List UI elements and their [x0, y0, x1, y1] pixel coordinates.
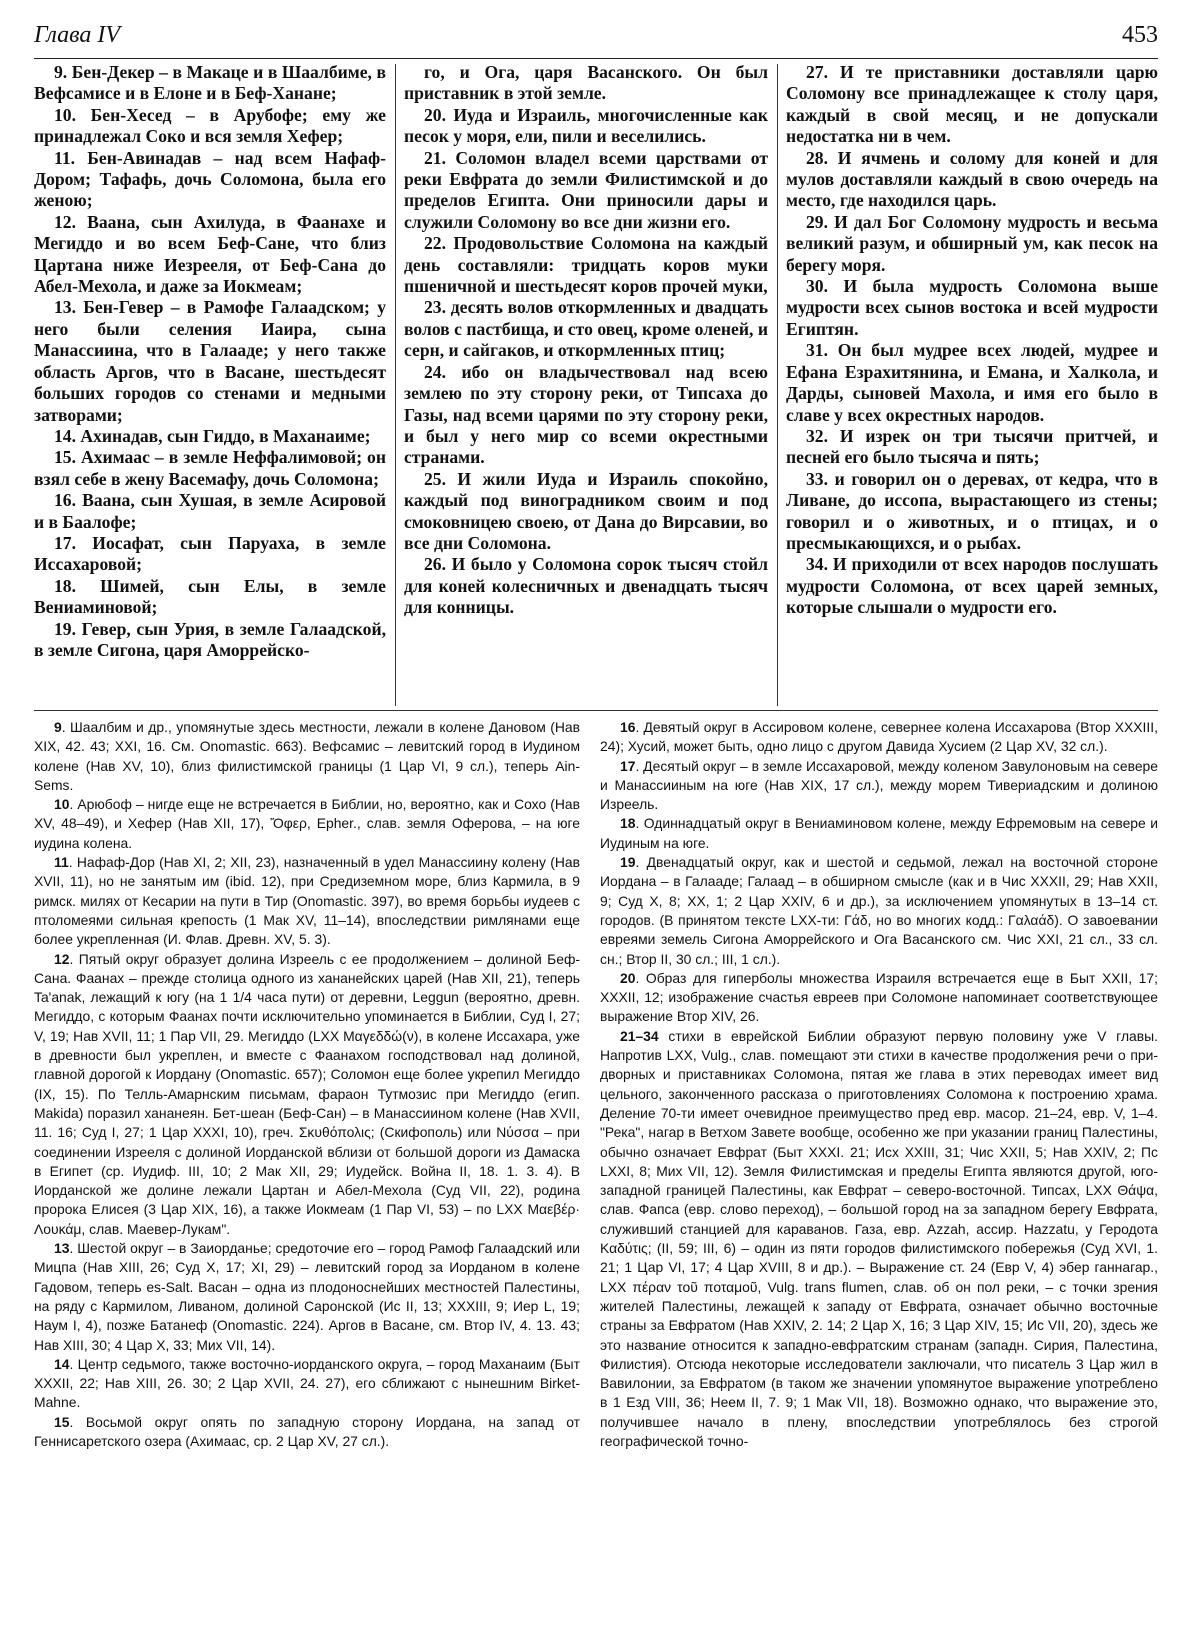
note-text: . Десятый округ – в земле Иссахаровой, между коленом Завулоновым на севере и Манассииным на юге (Нав XIX, 17 сл.), между морем Тивериадским и долиною Изреель.: [600, 757, 1158, 813]
verse: 19. Гевер, сын Урия, в земле Галаадской, в земле Сигона, царя Аморрейско-: [34, 618, 386, 660]
commentary-note: [600, 1027, 1158, 1452]
note-text: . Образ для гиперболы множества Израиля встречается еще в Быт XXII, 17; XXXII, 12; изображение счастья евреев при Соломоне напоминает соответствующее выражение Втор XIV, 26.: [600, 969, 1158, 1025]
commentary-note: [34, 1413, 580, 1452]
commentary-note: [34, 718, 580, 795]
note-number: 17: [620, 757, 636, 774]
verse: 10. Бен-Хесед – в Арубофе; ему же принадлежал Соко и вся земля Хефер;: [34, 104, 386, 147]
verse: 16. Ваана, сын Хушая, в земле Асировой и в Баалофе;: [34, 490, 386, 532]
verse: 23. десять волов откормленных и двадцать волов с пастбища, и сто овец, кроме оленей, и серн, и сайгаков, и откормленных птиц;: [404, 297, 768, 361]
page: [34, 18, 1158, 1618]
column-divider: [395, 64, 396, 706]
verse: 13. Бен-Гевер – в Рамофе Галаадском; у него были селения Иаира, сына Манассиина, что в Галааде; у него также область Аргов, что в Васане, шестьдесят больших городов со стенами и медными затворами;: [34, 297, 386, 425]
verse: 28. И ячмень и солому для коней и для мулов доставляли каждый в свою очередь на место, где находился царь.: [786, 147, 1158, 211]
note-number: 13: [54, 1240, 70, 1257]
commentary: [34, 718, 1158, 1618]
note-text: . Пятый округ образует долина Изреель с ее продолжением – долиной Беф-Сана. Фаанах – прежде столица одного из хананейских царей (Нав XII, 21), теперь Ta'anak, лежащий к югу (на 1 1/4 часа пути) от деревни, Leggun (вероятно, древн. Мегиддо, с которым Фаанах почти исключительно упоминается в Библии, Суд I, 27; V, 19; Нав XVII, 11; 1 Пар VII, 29. Мегиддо (LXX Μαγεδδώ(ν), в колене Иссахара, уже в древности был укреплен, и вместе с Фаанахом господствовал над долиной, главной дорогой к Иордану (Onomastic. 657); Соломон еще более укрепил Мегиддо (IX, 15). По Телль-Амарнским письмам, фараон Тутмозис при Мегиддо (егип. Makida) поразил хананеян. Бет-шеан (Беф-Сан) – в Манассиином колене (Нав XVII, 11. 16; Суд I, 27; 1 Цар XXXI, 10), греч. Σκυθόπολις; (Скифополь) или Νύσσα – при соединении Изрееля с долиной Иорданской вблизи от большой дороги из Дамаска в Египет (ср. Иудиф. III, 10; 2 Мак XII, 29; Иудейск. Война II, 18. 1. 3. 4). В Иорданской же долине лежали Цартан и Абел-Мехола (Суд VII, 22), родина пророка Елисея (3 Цар XIX, 16), а также Иокмеам (1 Пар VI, 53) – по LXX Μαεβέρ· Λουκάμ, слав. Маевер-Лукам".: [34, 950, 580, 1237]
verse: 27. И те приставники доставляли царю Соломону все принадлежащее к столу царя, каждый в свой месяц, и не допускали недостатка ни в чем.: [786, 62, 1158, 147]
note-text: . Восьмой округ опять по западную сторону Иордана, на запад от Геннисаретского озера (Ахимаас, ср. 2 Цар XV, 27 сл.).: [34, 1413, 580, 1449]
note-number: 12: [54, 950, 70, 967]
verse: 33. и говорил он о деревах, от кедра, что в Ливане, до иссопа, вырастающего из стены; говорил и о животных, и о птицах, и о пресмыкающихся, и о рыбах.: [786, 468, 1158, 553]
note-text: . Шестой округ – в Заиорданье; средоточие его – город Рамоф Галаадский или Мицпа (Нав XIII, 26; Суд X, 17; XI, 29) – левитский город за Иорданом в колене Гадовом, теперь es-Salt. Васан – одна из плодоноснейших местностей Палестины, на ряду с Кармилом, Ливаном, долиной Саронской (Ис II, 13; XXXIII, 9; Иер L, 19; Наум I, 4), позже Батанеф (Onomastic. 224). Аргов в Васане, см. Втор IV, 4. 13. 43; Нав XIII, 30; 4 Цар X, 33; Мих VII, 14).: [34, 1240, 580, 1353]
commentary-note: [600, 718, 1158, 757]
note-number: 11: [54, 854, 69, 871]
verse: 11. Бен-Авинадав – над всем Нафаф-Дором; Тафафь, дочь Соломона, была его женою;: [34, 147, 386, 211]
note-text: . Девятый округ в Ассировом колене, севернее колена Иссахарова (Втор XXXIII, 24); Хусий, может быть, одно лицо с другом Давида Хусием (2 Цар XV, 32 сл.).: [600, 719, 1158, 755]
commentary-note: [600, 814, 1158, 853]
verse: 34. И приходили от всех народов послушать мудрости Соломона, от всех царей земных, которые слышали о мудрости его.: [786, 554, 1158, 618]
column-divider: [777, 64, 778, 706]
verse: 14. Ахинадав, сын Гиддо, в Маханаиме;: [54, 425, 371, 446]
commentary-note: [34, 853, 580, 949]
note-number: 21–34: [620, 1027, 659, 1044]
note-number: 15: [54, 1413, 70, 1430]
verse: 30. И была мудрость Соломона выше мудрости всех сынов востока и всей мудрости Египтян.: [786, 276, 1158, 339]
chapter-title: Глава IV: [34, 22, 121, 48]
verse: 15. Ахимаас – в земле Неффалимовой; он взял себе в жену Васемафу, дочь Соломона;: [34, 447, 386, 489]
commentary-note: [34, 1239, 580, 1355]
verse: 9. Бен-Декер – в Макаце и в Шаалбиме, в Вефсамисе и в Елоне и в Беф-Ханане;: [34, 62, 386, 104]
commentary-note: [34, 795, 580, 853]
verse: 18. Шимей, сын Елы, в земле Вениаминовой;: [34, 575, 386, 618]
note-number: 10: [54, 796, 70, 813]
commentary-column-2: [600, 718, 1158, 1618]
note-number: 20: [620, 969, 636, 986]
note-number: 19: [620, 854, 636, 871]
note-number: 14: [54, 1355, 70, 1372]
note-text: . Центр седьмого, также восточно-иорданского округа, – город Маханаим (Быт XXXII, 22; Нав XIII, 26. 30; 2 Цар XVII, 24. 27), его сближают с нынешним Birket-Mahne.: [34, 1355, 580, 1411]
verse: 24. ибо он владычествовал над всею землею по эту сторону реки, от Типсаха до Газы, над всеми царями по эту сторону реки, и был у него мир со всеми окрестными странами.: [404, 361, 768, 468]
note-text: . Двенадцатый округ, как и шестой и седьмой, лежал на восточной стороне Иордана – в Галааде; Галаад – в обширном смысле (как и в Чис XXXII, 29; Нав XXII, 9; Суд X, 8; XX, 1; 2 Цар XXIV, 6 и др.), за исключением упомянутых в 13–14 ст. городов. (В принятом тексте LXX-ти: Γάδ, но во многих кодд.: Γαλαάδ). О завоевании евреями земель Сигона Аморрейского и Ога Васанского см. Чис XXI, 21 сл., 33 сл. сн.; Втор II, 30 сл.; III, 1 сл.).: [600, 854, 1158, 967]
commentary-note: [600, 969, 1158, 1027]
page-number: 453: [1122, 22, 1158, 48]
verse: 29. И дал Бог Соломону мудрость и весьма великий разум, и обширный ум, как песок на берегу моря.: [786, 211, 1158, 275]
commentary-note: [34, 1355, 580, 1413]
note-number: 9: [54, 719, 62, 735]
verse-column-2: [404, 62, 768, 706]
note-text: . Арюбоф – нигде еще не встречается в Библии, но, вероятно, как и Сохо (Нав XV, 48–49), и Хефер (Нав XII, 17), Ὄφερ, Epher., слав. земля Оферова, – на юге иудина колена.: [34, 796, 580, 851]
verse: 25. И жили Иуда и Израиль спокойно, каждый под виноградником своим и под смоковницею своею, от Дана до Вирсавии, во все дни Соломона.: [404, 468, 768, 553]
verse-column-1: [34, 62, 386, 706]
note-text: . Нафаф-Дор (Нав XI, 2; XII, 23), назначенный в удел Манассиину колену (Нав XVII, 11), но не занятым им (ibid. 12), при Средиземном море, близ Кармила, в 9 римск. милях от Кесарии на пути в Тир (Onomastic. 397), во время борьбы иудеев с птоломеями сильная крепость (1 Мак XV, 11–14), впоследствии римлянами еще более укрепленная (И. Флав. Древн. XV, 5. 3).: [34, 854, 581, 948]
verse: 32. И изрек он три тысячи притчей, и песней его было тысяча и пять;: [786, 425, 1158, 468]
verse: 31. Он был мудрее всех людей, мудрее и Ефана Езрахитянина, и Емана, и Халкола, и Дарды, сыновей Махола, и имя его было в славе у всех окрестных народов.: [786, 340, 1158, 425]
scripture-text: [34, 62, 1158, 706]
commentary-note: [600, 853, 1158, 969]
commentary-note: [34, 950, 580, 1239]
verse: 22. Продовольствие Соломона на каждый день составляли: тридцать коров муки пшеничной и шестьдесят коров прочей муки,: [404, 233, 768, 297]
verse-column-3: [786, 62, 1158, 706]
note-number: 18: [620, 815, 636, 832]
note-text: . Шаалбим и др., упомянутые здесь местности, лежали в колене Дановом (Нав XIX, 42. 43; XXI, 16. См. Onomastic. 663). Вефсамис – левитский город в Иудином колене (Нав XV, 10), близ филистимской границы (1 Цар VI, 9 сл.), теперь Ain-Sems.: [34, 719, 580, 793]
verse: 20. Иуда и Израиль, многочисленные как песок у моря, ели, пили и веселились.: [404, 104, 768, 147]
verse: 17. Иосафат, сын Паруаха, в земле Иссахаровой;: [34, 532, 386, 575]
verse: 21. Соломон владел всеми царствами от реки Евфрата до земли Филистимской и до пределов Египта. Они приносили дары и служили Соломону во все дни жизни его.: [404, 147, 768, 232]
note-text: . Одиннадцатый округ в Вениаминовом колене, между Ефремовым на севере и Иудиным на юге.: [600, 815, 1158, 851]
verse: го, и Ога, царя Васанского. Он был приставник в этой земле.: [404, 62, 768, 104]
page-header: [34, 18, 1158, 59]
section-divider: [34, 710, 1158, 711]
note-text: стихи в еврейской Библии образуют первую половину уже V главы. Напротив LXX, Vulg., слав. помещают эти стихи в качестве продолжения речи о при-дворных и приставниках Соломона, пятая же глава в этих переводах имеет вид цельного, законченного рассказа о приготовлениях Соломона к построению храма. Деление 70-ти имеет очевидное преимущество пред евр. масор. 21–24, евр. V, 1–4. "Река", нагар в Ветхом Завете вообще, особенно же при указании границ Палестины, обычно означает Евфрат (Быт XXXI. 21; Исх XXIII, 31; Чис XXII, 5; Нав XXIV, 2; Пс LXXI, 8; Мих VII, 12). Земля Филистимская и пределы Египта являются другой, юго-западной границей Палестины, как Евфрат – северо-восточной. Типсах, LXX Θάψα, слав. Фапса (евр. слово переход), – большой город на за западном берегу Евфрата, служивший станцией для караванов. Газа, евр. Azzah, ассир. Hazzatu, у Геродота Καδύτις; (II, 59; III, 6) – один из пяти городов филистимского побережья (Суд XVI, 1. 21; 1 Цар VI, 17; 4 Цар XVIII, 8 и др.). – Выражение ст. 24 (Евр V, 4) эбер ганнагар., LXX πέραν τοῦ ποταμοῦ, Vulg. trans flumen, слав. об он пол реки, – с точки зрения жителей Палестины, лежащей к западу от Евфрата, означает обычно восточные страны за Евфратом (Нав XXIV, 2. 14; 2 Цар X, 16; 3 Цар XIV, 15; Ис VII, 20), здесь же это название относится к западно-евфратским странам (западн. Сирия, Палестина, Филистия). Отсюда некоторые исследователи заключали, что писатель 3 Цар жил в Вавилонии, за Евфратом (в таком же значении упомянутое выражение употреблено в 1 Езд VIII, 36; Неем II, 7. 9; 1 Мак VII, 18). Возможно однако, что выражение это, получившее начало в плену, впоследствии употреблялось без строгой географической точно-: [600, 1027, 1158, 1449]
verse: 26. И было у Соломона сорок тысяч стойл для коней колесничных и двенадцать тысяч для конницы.: [404, 554, 768, 618]
note-number: 16: [620, 719, 636, 735]
commentary-note: [600, 757, 1158, 815]
verse: 12. Ваана, сын Ахилуда, в Фаанахе и Мегиддо и во всем Беф-Сане, что близ Цартана ниже Иезрееля, от Беф-Сана до Абел-Мехола, и даже за Иокмеам;: [34, 211, 386, 297]
commentary-column-1: [34, 718, 580, 1618]
